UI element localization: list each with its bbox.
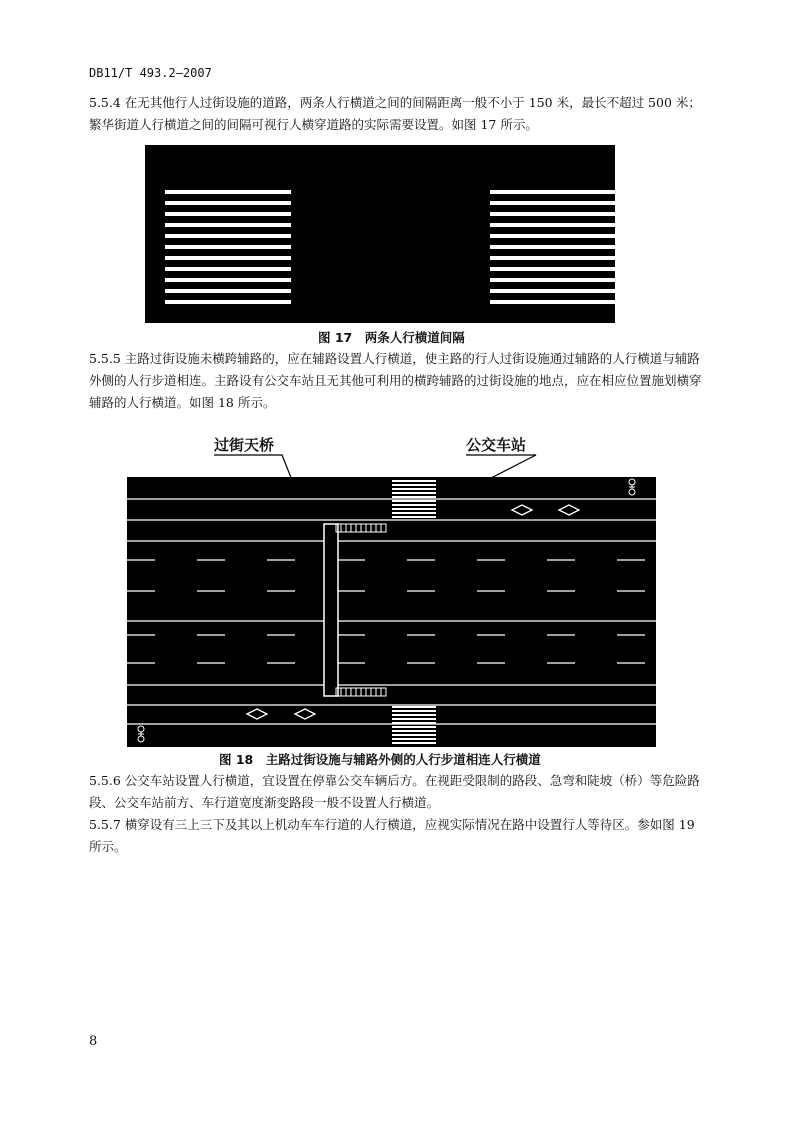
document-id: DB11/T 493.2—2007 — [89, 66, 212, 80]
figure-18-road-diagram — [127, 477, 656, 747]
page-number: 8 — [89, 1034, 98, 1049]
section-5-5-5: 5.5.5 主路过街设施未横跨辅路的，应在辅路设置人行横道，使主路的行人过街设施通过辅路的人行横道与辅路外侧的人行步道相连。主路设有公交车站且无其他可利用的横跨辅路的过街设施的地点，应在相应位置施划横穿辅路的人行横道。如图 18 所示。 — [89, 351, 702, 410]
label-pedestrian-bridge: 过街天桥 — [214, 436, 275, 454]
section-5-5-7: 5.5.7 横穿设有三上三下及其以上机动车车行道的人行横道，应视实际情况在路中设置行人等待区。参如图 19 所示。 — [89, 817, 695, 854]
figure-17-caption: 图 17 两条人行横道间隔 — [318, 330, 465, 345]
figure-18-caption: 图 18 主路过街设施与辅路外侧的人行步道相连人行横道 — [219, 752, 541, 767]
section-5-5-4: 5.5.4 在无其他行人过街设施的道路，两条人行横道之间的间隔距离一般不小于 150 米，最长不超过 500 米；繁华街道人行横道之间的间隔可视行人横穿道路的实际需要设置。如图 17 所示。 — [89, 95, 701, 132]
section-5-5-6: 5.5.6 公交车站设置人行横道，宜设置在停靠公交车辆后方。在视距受限制的路段、急弯和陡坡（桥）等危险路段、公交车站前方、车行道宽度渐变路段一般不设置人行横道。 — [89, 773, 700, 810]
label-bus-stop: 公交车站 — [466, 436, 527, 454]
pedestrian-bridge — [324, 524, 338, 696]
